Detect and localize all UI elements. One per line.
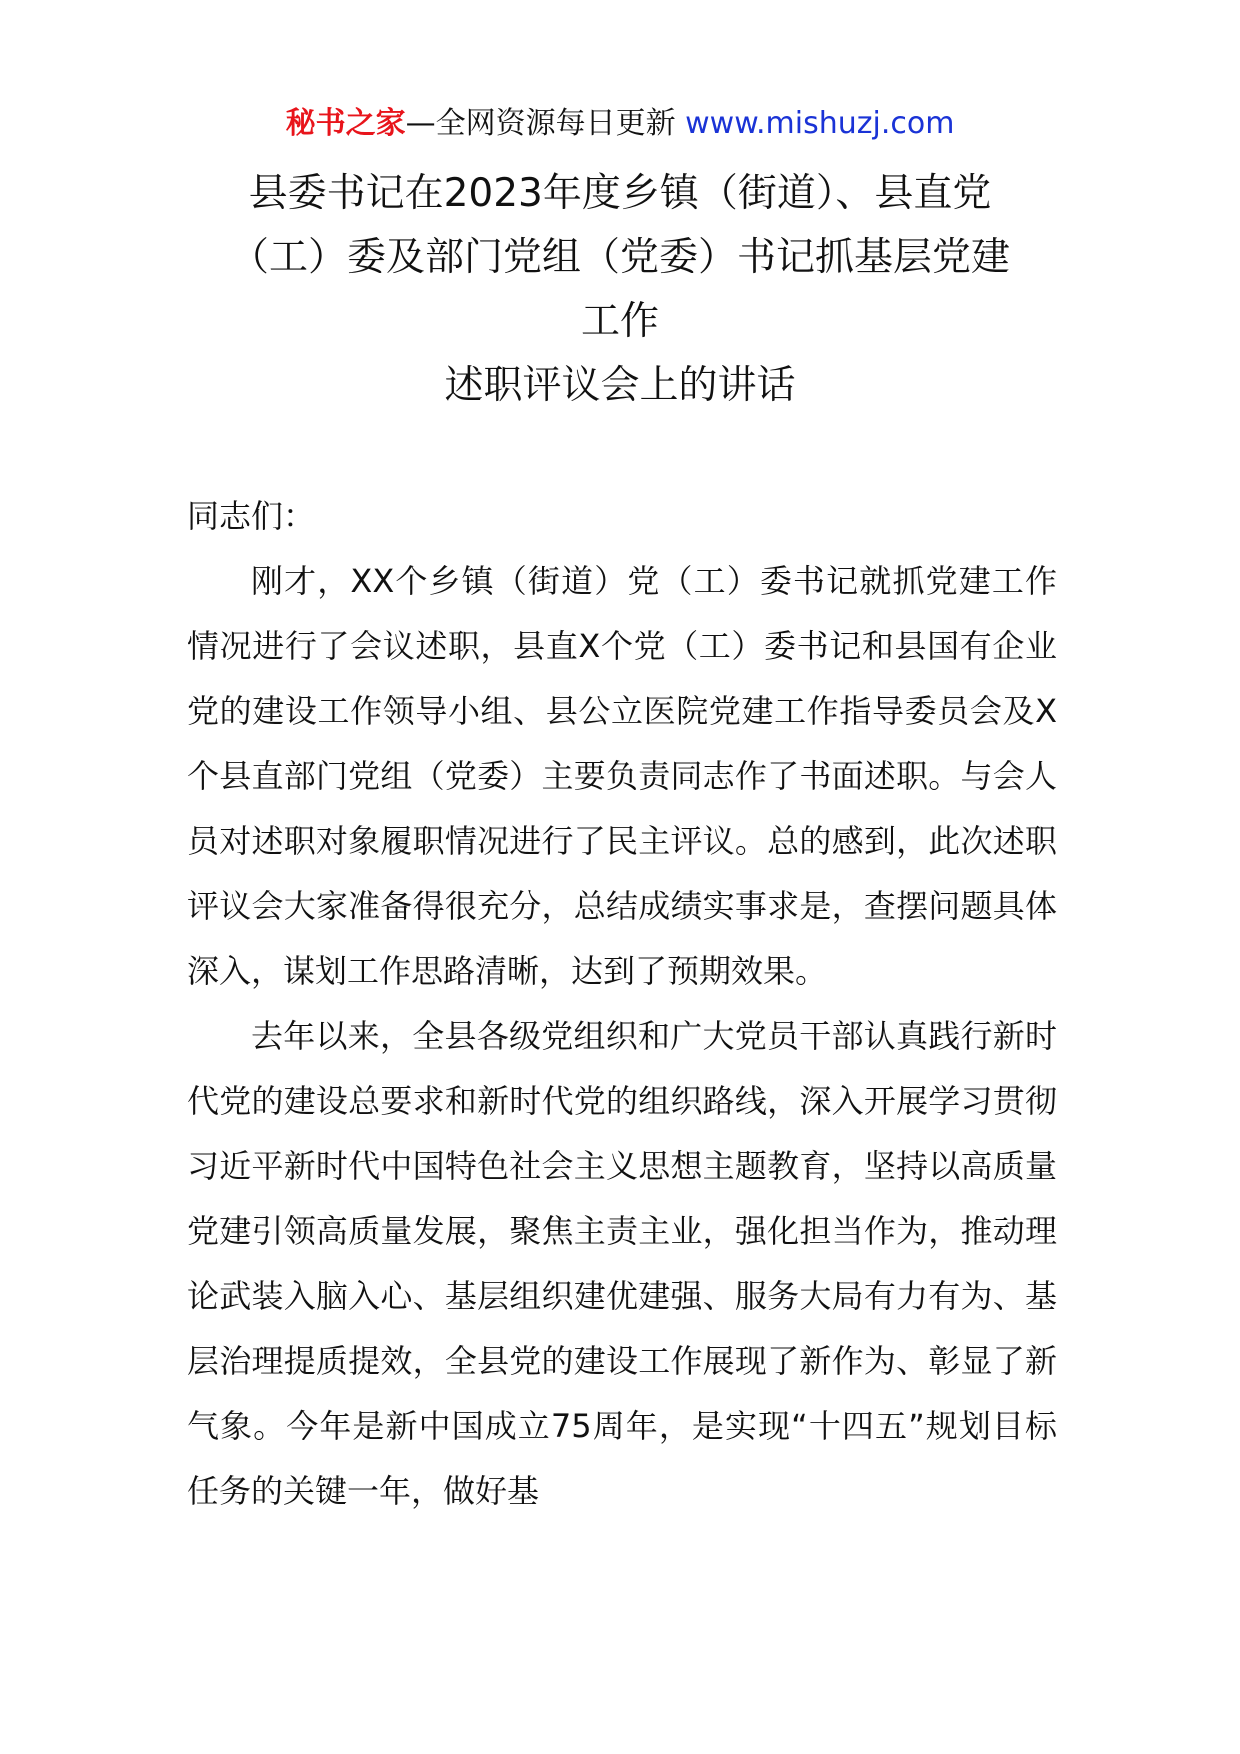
paragraph-2: 去年以来，全县各级党组织和广大党员干部认真践行新时代党的建设总要求和新时代党的组织路线，深入开展学习贯彻习近平新时代中国特色社会主义思想主题教育，坚持以高质量党建引领高质量发展，聚焦主责主业，强化担当作为，推动理论武装入脑入心、基层组织建优建强、服务大局有力有为、基层治理提质提效，全县党的建设工作展现了新作为、彰显了新气象。今年是新中国成立75周年，是实现“十四五”规划目标任务的关键一年，做好基 xyxy=(187,1017,1057,1510)
document-title xyxy=(180,162,1060,418)
site-header xyxy=(0,100,1240,148)
title-line-4: 述职评议会上的讲话 xyxy=(444,363,796,408)
header-tagline: —全网资源每日更新 xyxy=(405,106,676,141)
title-line-2: （工）委及部门党组（党委）书记抓基层党建 xyxy=(229,235,1010,280)
site-url-link[interactable]: www.mishuzj.com xyxy=(685,106,955,141)
salutation: 同志们： xyxy=(187,497,316,535)
title-line-3: 工作 xyxy=(580,299,659,344)
paragraph-1: 刚才，XX个乡镇（街道）党（工）委书记就抓党建工作情况进行了会议述职，县直X个党（工）委书记和县国有企业党的建设工作领导小组、县公立医院党建工作指导委员会及X个县直部门党组（党委）主要负责同志作了书面述职。与会人员对述职对象履职情况进行了民主评议。总的感到，此次述职评议会大家准备得很充分，总结成绩实事求是，查摆问题具体深入，谋划工作思路清晰，达到了预期效果。 xyxy=(187,562,1057,990)
document-body xyxy=(187,484,1057,1524)
title-line-1: 县委书记在2023年度乡镇（街道）、县直党 xyxy=(248,171,992,216)
brand-name: 秘书之家 xyxy=(285,106,406,141)
